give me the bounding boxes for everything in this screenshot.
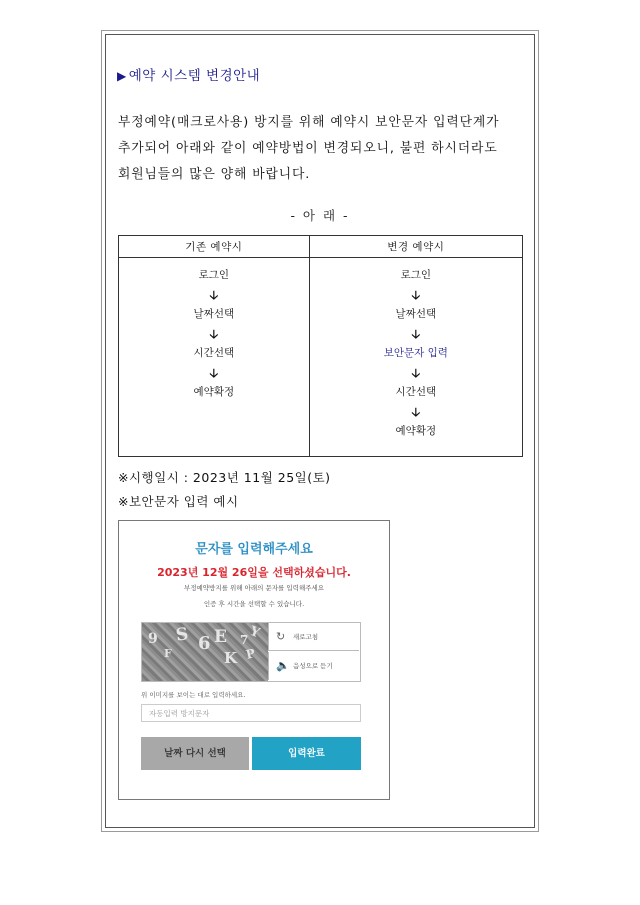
captcha-char: E — [214, 627, 227, 647]
arrow-down-icon: 🡣 — [209, 327, 219, 341]
captcha-box — [141, 622, 361, 682]
captcha-example-screenshot — [118, 520, 390, 800]
step: 예약확정 — [395, 425, 437, 437]
arrow-down-icon: 🡣 — [209, 366, 219, 380]
reselect-date-button[interactable]: 날짜 다시 선택 — [141, 737, 249, 770]
step: 날짜선택 — [193, 308, 235, 320]
arrow-down-icon: 🡣 — [209, 288, 219, 302]
col-new-header: 변경 예약시 — [309, 236, 522, 258]
captcha-desc: 부정예약방지를 위해 아래의 문자를 입력해주세요 — [183, 584, 325, 592]
arrow-down-icon: 🡣 — [411, 288, 421, 302]
captcha-image — [142, 623, 268, 681]
step-highlighted: 보안문자 입력 — [383, 347, 448, 359]
effective-date: ※시행일시 : 2023년 11월 25일(토) — [118, 470, 331, 485]
comparison-table — [118, 235, 523, 457]
audio-label: 음성으로 듣기 — [293, 662, 333, 670]
intro-line: 추가되어 아래와 같이 예약방법이 변경되오니, 불편 하시더라도 — [118, 141, 498, 156]
captcha-char: F — [164, 647, 172, 660]
captcha-char: S — [174, 624, 190, 646]
arrow-down-icon: 🡣 — [411, 366, 421, 380]
audio-button[interactable] — [268, 652, 359, 680]
input-hint: 위 이미지를 보이는 대로 입력하세요. — [141, 691, 246, 699]
captcha-title: 문자를 입력해주세요 — [195, 542, 313, 557]
captcha-char: 9 — [148, 631, 158, 647]
step: 날짜선택 — [395, 308, 437, 320]
intro-line: 회원님들의 많은 양해 바랍니다. — [118, 167, 311, 182]
col-old-header: 기존 예약시 — [119, 236, 310, 258]
captcha-char: K — [224, 649, 238, 667]
arrow-down-icon: 🡣 — [411, 405, 421, 419]
triangle-bullet-icon: ▶ — [117, 69, 127, 83]
selected-date-notice: 2023년 12월 26일을 선택하셨습니다. — [157, 566, 351, 579]
captcha-desc: 인증 후 시간을 선택할 수 있습니다. — [203, 600, 305, 608]
refresh-icon: ↻ — [276, 630, 286, 643]
captcha-char: 7 — [240, 633, 249, 647]
step: 시간선택 — [193, 347, 235, 359]
intro-paragraph — [118, 110, 530, 188]
arrow-down-icon: 🡣 — [411, 327, 421, 341]
captcha-input[interactable]: 자동입력 방지문자 — [141, 704, 361, 722]
old-steps-cell — [119, 258, 310, 457]
example-caption: ※보안문자 입력 예시 — [118, 494, 239, 509]
step: 시간선택 — [395, 386, 437, 398]
captcha-char: Y — [247, 623, 262, 642]
captcha-char: P — [244, 646, 257, 662]
submit-button[interactable]: 입력완료 — [252, 737, 361, 770]
section-heading — [117, 64, 260, 84]
refresh-button[interactable] — [268, 623, 359, 651]
note-title: - 아 래 - — [290, 208, 350, 223]
captcha-char: 6 — [198, 633, 211, 654]
heading-text: 예약 시스템 변경안내 — [128, 68, 261, 84]
intro-line: 부정예약(매크로사용) 방지를 위해 예약시 보안문자 입력단계가 — [118, 115, 500, 130]
refresh-label: 새로고침 — [293, 633, 319, 641]
step: 로그인 — [400, 269, 432, 281]
new-steps-cell — [309, 258, 522, 457]
speaker-icon: 🔈 — [276, 659, 290, 672]
step: 예약확정 — [193, 386, 235, 398]
step: 로그인 — [198, 269, 230, 281]
